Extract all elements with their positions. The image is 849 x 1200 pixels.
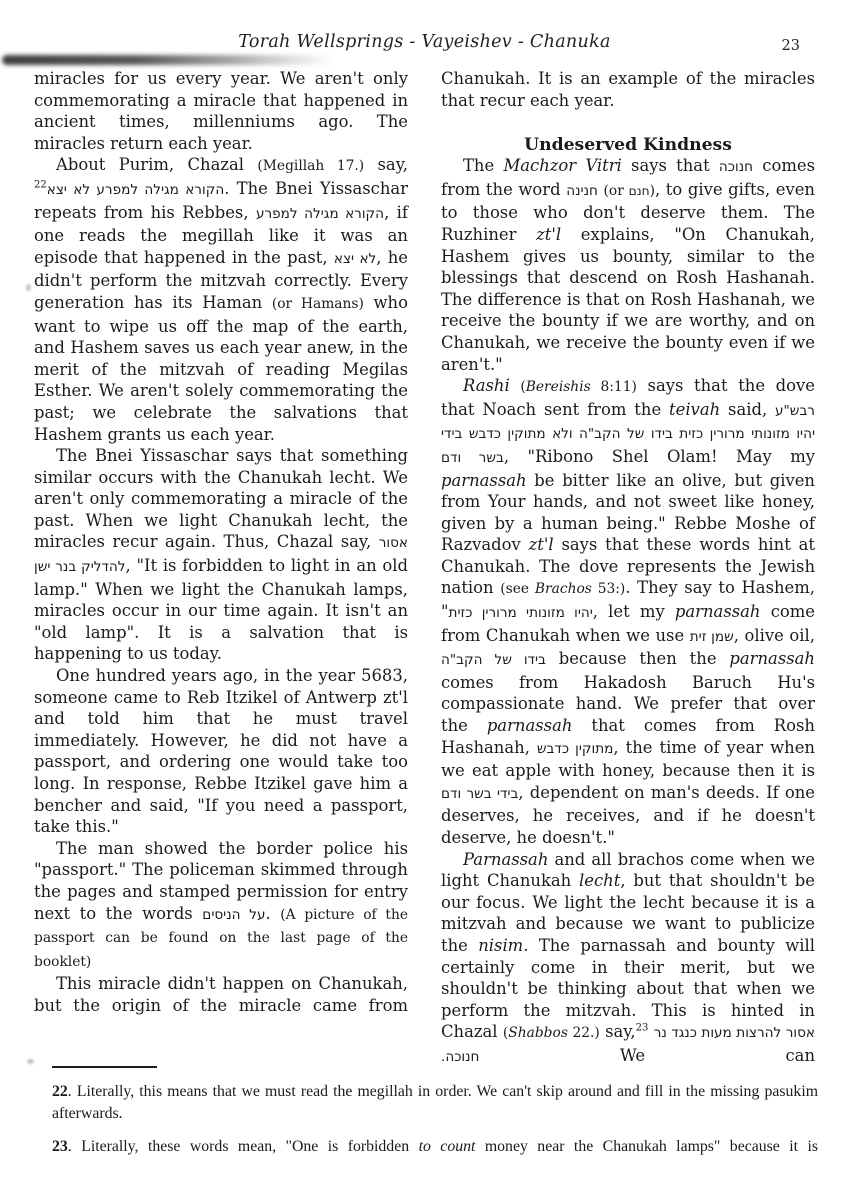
text-run: (see <box>500 581 535 598</box>
hebrew-text: חנוכה <box>718 159 754 176</box>
left-column <box>34 68 408 1069</box>
text-run: zt'l <box>528 535 554 555</box>
paragraph <box>441 849 815 1069</box>
hebrew-text: שמן זית <box>689 628 734 645</box>
text-run: come from Chanukah when we use <box>441 602 815 645</box>
text-columns <box>34 68 815 1069</box>
hebrew-text: בידי בשר ודם <box>441 785 519 802</box>
text-run: , olive oil, <box>733 625 815 645</box>
footnote-ref: 23 <box>635 1022 649 1034</box>
text-run <box>510 376 521 395</box>
text-run: parnassah <box>486 716 573 736</box>
text-run: , the time of year when we eat apple with honey, because then it is <box>441 737 815 781</box>
text-run: Chanukah. It is an example of the miracles that recur each year. <box>441 69 815 110</box>
text-run: nisim <box>478 935 524 955</box>
text-run: to count <box>418 1138 476 1156</box>
right-column <box>441 68 815 1069</box>
hebrew-text: בידו של הקב"ה <box>441 652 546 669</box>
text-run: . The parnassah and bounty will certainly come in their merit, but we shouldn't be thinking about that when we perform the mitzvah. This is hinted in Chazal <box>441 935 815 1042</box>
text-run: comes from the word <box>441 156 815 199</box>
paragraph <box>34 665 408 838</box>
footnote-ref: 22 <box>34 179 47 191</box>
text-run: Shabbos <box>508 1025 568 1042</box>
text-run: . Literally, these words mean, "One is forbidden <box>67 1138 419 1156</box>
text-run: Brachos <box>534 581 592 598</box>
paragraph <box>34 445 408 665</box>
text-run: 22.) <box>567 1025 600 1042</box>
text-run: . The Bnei Yissaschar repeats from his Rebbes, <box>34 178 408 222</box>
text-run: teivah <box>669 399 721 419</box>
text-run: , let my <box>592 602 675 622</box>
text-run: Rashi <box>463 376 510 396</box>
text-run: parnassah <box>729 649 815 669</box>
text-run: and all brachos come when we light Chanukah <box>441 849 815 891</box>
text-run: We can <box>479 1045 815 1065</box>
text-run: be bitter like an olive, but given from Your hands, and not sweet like honey, given by a human being." Rebbe Moshe of Razvadov <box>441 470 815 555</box>
paragraph <box>34 154 408 445</box>
text-run: zt'l <box>536 224 562 244</box>
scan-artifact <box>26 284 31 291</box>
hebrew-text: חנינה <box>566 182 598 199</box>
footnote-separator <box>52 1066 157 1068</box>
text-run: says that the dove that Noach sent from the <box>441 376 815 419</box>
hebrew-text: חנם <box>628 183 650 198</box>
text-run: miracles for us every year. We aren't only commemorating a miracle that happened in ancient times, millenniums ago. The miracles return each year. <box>34 69 408 153</box>
text-run: because then the <box>545 649 730 669</box>
text-run: money near the Chanukah lamps" because it is <box>475 1138 818 1156</box>
hebrew-text: הקורא מגילה למפרע לא יצא <box>46 181 225 198</box>
text-run: says that <box>621 156 719 176</box>
header-rule-artifact <box>2 55 334 65</box>
scan-artifact <box>27 1059 34 1064</box>
paragraph <box>52 1081 818 1124</box>
page-title: Torah Wellsprings - Vayeishev - Chanuka <box>238 32 611 52</box>
text-run: . They say to Hashem, " <box>441 578 815 622</box>
text-run: , but that shouldn't be our focus. We light the lecht because it is a mitzvah and because we want to publicize the <box>441 871 815 955</box>
paragraph <box>441 155 815 375</box>
page-number: 23 <box>781 38 800 54</box>
text-run: ( <box>502 1025 509 1042</box>
hebrew-text: יהיו מזונותי מרורין כזית <box>448 605 593 622</box>
paragraph <box>34 973 408 1016</box>
text-run: , "Ribono Shel Olam! May my <box>503 446 815 466</box>
section-heading: Undeserved Kindness <box>524 135 732 156</box>
hebrew-text: רבש"ע יהיו מזונותי מרורין כזית בידו של הקב"ה ולא מתוקין כדבש בידי בשר ודם <box>441 402 815 466</box>
text-run: , to give gifts, even to those who don't deserve them. The Ruzhiner <box>441 179 815 244</box>
text-run: Machzor Vitri <box>503 156 622 176</box>
text-run: , if one reads the megillah like it was an episode that happened in the past, <box>34 202 408 267</box>
paragraph <box>441 68 815 111</box>
text-run: parnassah <box>441 470 527 490</box>
text-run: The <box>463 156 504 176</box>
text-run: Parnassah <box>463 849 549 869</box>
text-run: This miracle didn't happen on Chanukah, but the origin of the miracle came from <box>34 974 408 1015</box>
text-run: says that these words hint at Chanukah. The dove represents the Jewish nation <box>441 535 815 598</box>
text-run: say, <box>364 155 408 175</box>
hebrew-text: לא יצא <box>333 250 377 267</box>
paragraph <box>441 375 815 848</box>
text-run: , he didn't perform the mitzvah correctly. Every generation has its Haman <box>34 247 408 312</box>
text-run: 8:11) <box>590 379 637 396</box>
text-run: The Bnei Yissaschar says that something similar occurs with the Chanukah lecht. We aren't only commemorating a miracle of the past. When we light Chanukah lecht, the miracles recur again. Thus, Chazal say, <box>34 446 408 552</box>
text-run: parnassah <box>674 602 761 622</box>
hebrew-text: אסור להרצות מעות כנגד נר חנוכה. <box>441 1025 815 1065</box>
text-run: . <box>265 903 281 923</box>
text-run: (or Hamans) <box>271 295 364 312</box>
text-run: One hundred years ago, in the year 5683, someone came to Reb Itzikel of Antwerp zt'l and told him that he must travel immediately. However, he did not have a passport, and ordering one would take too long. In response, Rebbe Itzikel gave him a bencher and said, "If you need a passport, take this." <box>34 666 408 837</box>
text-run: 23 <box>52 1138 68 1156</box>
text-run: lecht <box>579 871 621 891</box>
paragraph <box>34 68 408 154</box>
text-run: , dependent on man's deeds. If one deserves, he receives, and if he doesn't deserve, he doesn't." <box>441 782 815 847</box>
hebrew-text: מתוקין כדבש <box>536 740 614 757</box>
text-run: (A picture of the passport can be found on the last page of the booklet) <box>34 906 408 970</box>
text-run: ) <box>649 182 655 199</box>
text-run: The man showed the border police his "passport." The policeman skimmed through the pages and stamped permission for entry next to the words <box>34 838 408 923</box>
paragraph <box>34 838 408 974</box>
text-run: (Megillah 17.) <box>257 158 365 175</box>
hebrew-text: אסור להדליק בנר ישן <box>34 535 408 576</box>
text-run: . Literally, this means that we must read the megillah in order. We can't skip around and fill in the missing pasukim afterwards. <box>52 1083 818 1122</box>
footnotes <box>52 1081 818 1158</box>
text-run: explains, "On Chanukah, Hashem gives us bounty, similar to the blessings that descend on Rosh Hashanah. The difference is that on Rosh Hashanah, we receive the bounty if we are worthy, and on Chanukah, we receive the bounty even if we aren't." <box>441 224 815 374</box>
text-run: , "It is forbidden to light in an old lamp." When we light the Chanukah lamps, miracles occur in our time again. It isn't an "old lamp". It is a salvation that is happening to us today. <box>34 556 408 664</box>
text-run: Bereishis <box>525 379 591 396</box>
text-run: About Purim, Chazal <box>56 155 258 175</box>
text-run: that comes from Rosh Hashanah, <box>441 716 815 757</box>
text-run: 22 <box>52 1083 68 1100</box>
text-run: ( <box>520 379 526 396</box>
hebrew-text: הקורא מגילה למפרע <box>255 205 385 222</box>
text-run: (or <box>603 182 629 199</box>
text-run: say, <box>599 1022 636 1042</box>
hebrew-text: על הניסים <box>202 906 266 923</box>
text-run: said, <box>720 399 776 419</box>
text-run: 53:) <box>591 581 626 598</box>
text-run: who want to wipe us off the map of the earth, and Hashem saves us each year anew, in the merit of the mitzvah of reading Megilas Esther. We aren't solely commemorating the past; we celebrate the salvations that Hashem grants us each year. <box>34 292 408 444</box>
paragraph <box>52 1136 818 1158</box>
text-run: comes from Hakadosh Baruch Hu's compassionate hand. We prefer that over the <box>441 672 815 736</box>
